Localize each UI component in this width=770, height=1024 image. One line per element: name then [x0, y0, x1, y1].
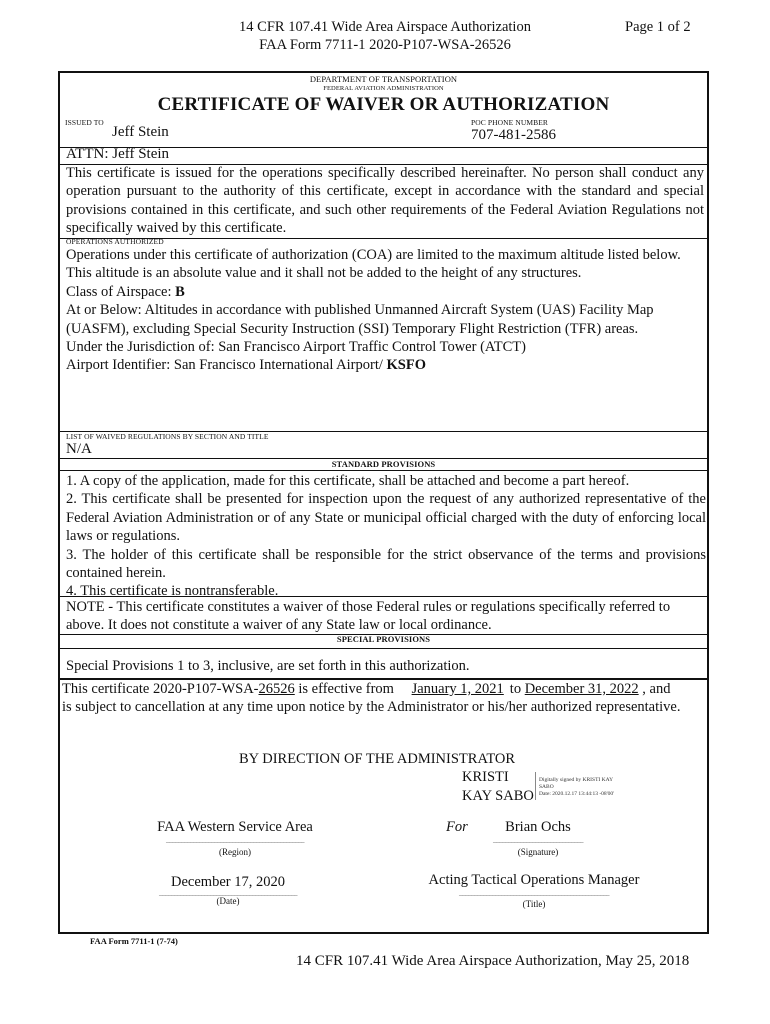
date-value: December 17, 2020: [171, 874, 285, 890]
standard-provisions-list: [66, 472, 706, 601]
agency-name: FEDERAL AVIATION ADMINISTRATION: [323, 85, 444, 92]
standard-provisions-label: STANDARD PROVISIONS: [331, 459, 436, 469]
header-line-2: FAA Form 7711-1 2020-P107-WSA-26526: [259, 37, 511, 53]
form-number: FAA Form 7711-1 (7-74): [90, 936, 178, 946]
operations-label: OPERATIONS AUTHORIZED: [66, 237, 164, 246]
airport-identifier-line: [66, 356, 696, 374]
region-value: FAA Western Service Area: [157, 819, 313, 835]
operations-block: [66, 246, 696, 375]
airspace-class-label: Class of Airspace:: [66, 283, 176, 300]
title-underline: __________________________________________________: [459, 889, 609, 897]
standard-provision-2: 2. This certificate shall be presented for inspection upon the request of any authorized representative of the Federal Aviation Administration or of any State or municipal official charged with the duty of enforcing local laws or regulations.: [66, 491, 706, 545]
signature-name: Brian Ochs: [505, 819, 571, 835]
issued-to-label: ISSUED TO: [65, 118, 104, 127]
special-provisions-text: Special Provisions 1 to 3, inclusive, are set forth in this authorization.: [66, 658, 470, 674]
standard-provision-4: 4. This certificate is nontransferable.: [66, 583, 279, 600]
page-number: Page 1 of 2: [625, 19, 691, 35]
certificate-number: 26526: [258, 681, 295, 697]
rule-standard-label-bottom: [60, 470, 707, 471]
header-line-1: 14 CFR 107.41 Wide Area Airspace Authorization: [239, 19, 531, 35]
effective-line-2: is subject to cancellation at any time upon notice by the Administrator or his/her authorized representative.: [62, 699, 681, 715]
waived-regulations-label: LIST OF WAIVED REGULATIONS BY SECTION AND TITLE: [66, 432, 269, 441]
special-provisions-label: SPECIAL PROVISIONS: [336, 634, 431, 644]
poc-phone-number: 707-481-2586: [471, 127, 556, 143]
standard-provision-3: 3. The holder of this certificate shall be responsible for the strict observance of the terms and provisions contained herein.: [66, 546, 706, 582]
date-underline: ______________________________________________: [159, 889, 297, 897]
certificate-title: CERTIFICATE OF WAIVER OR AUTHORIZATION: [157, 94, 610, 115]
digital-signature-text-2: SABO: [539, 784, 554, 790]
region-label: (Region): [219, 847, 251, 857]
certificate-number-prefix: This certificate 2020-P107-WSA-: [62, 681, 259, 697]
issued-to-name: Jeff Stein: [112, 124, 169, 140]
title-value: Acting Tactical Operations Manager: [428, 872, 640, 888]
airport-identifier-label: Airport Identifier: San Francisco International Airport/: [66, 357, 387, 374]
digital-signature-divider: [535, 772, 536, 800]
effective-from-text: is effective from: [294, 681, 398, 697]
operations-paragraph-1: Operations under this certificate of authorization (COA) are limited to the maximum altitude listed below. This altitude is an absolute value and it shall not be added to the height of any structures.: [66, 247, 681, 282]
signer-name-line-1: KRISTI: [462, 769, 509, 785]
signature-underline: ______________________________: [493, 836, 583, 844]
attn-line: ATTN: Jeff Stein: [66, 146, 170, 162]
effective-from-date: January 1, 2021: [411, 681, 504, 697]
footer-citation: 14 CFR 107.41 Wide Area Airspace Authorization, May 25, 2018: [296, 953, 690, 969]
effective-to-text: to: [509, 681, 522, 697]
digital-signature-stamp: [539, 777, 614, 798]
effective-to-date: December 31, 2022: [524, 681, 639, 697]
intro-paragraph: This certificate is issued for the operations specifically described hereinafter. No person shall conduct any operation pursuant to the authority of this certificate, except in accordance with the standard and special provisions contained in this certificate, and such other requirements of the Federal Aviation Regulations not specifically waived by this certificate.: [66, 165, 704, 237]
digital-signature-date: Date: 2020.12.17 13:44:13 -08'00': [539, 791, 615, 797]
operations-paragraph-2: At or Below: Altitudes in accordance with published Unmanned Aircraft System (UAS) Facility Map (UASFM), excluding Special Security Instruction (SSI) Temporary Flight Restriction (TFR) areas.: [66, 302, 654, 337]
region-underline: ______________________________________________: [166, 836, 304, 844]
airspace-class-value: B: [175, 283, 185, 300]
signer-name-line-2: KAY SABO: [462, 788, 534, 804]
rule-special-label-bottom: [60, 648, 707, 649]
for-label: For: [446, 819, 468, 835]
airport-identifier-code: KSFO: [386, 357, 427, 374]
date-label: (Date): [216, 896, 240, 906]
waived-regulations-value: N/A: [66, 441, 92, 457]
title-label: (Title): [522, 899, 546, 909]
signature-label: (Signature): [517, 847, 559, 857]
standard-note: NOTE - This certificate constitutes a waiver of those Federal rules or regulations specifically referred to above. It does not constitute a waiver of any State law or local ordinance.: [66, 599, 671, 634]
airspace-class-line: [66, 283, 696, 301]
effective-line-end: , and: [642, 681, 671, 697]
operations-paragraph-3: Under the Jurisdiction of: San Francisco Airport Traffic Control Tower (ATCT): [66, 339, 526, 356]
digital-signature-text-1: Digitally signed by KRISTI KAY: [539, 777, 614, 783]
standard-provision-1: 1. A copy of the application, made for this certificate, shall be attached and become a part hereof.: [66, 473, 630, 489]
department-name: DEPARTMENT OF TRANSPORTATION: [309, 74, 458, 84]
poc-phone-label: POC PHONE NUMBER: [471, 118, 549, 127]
administrator-direction: BY DIRECTION OF THE ADMINISTRATOR: [239, 751, 516, 767]
effective-line-1: [62, 680, 670, 698]
